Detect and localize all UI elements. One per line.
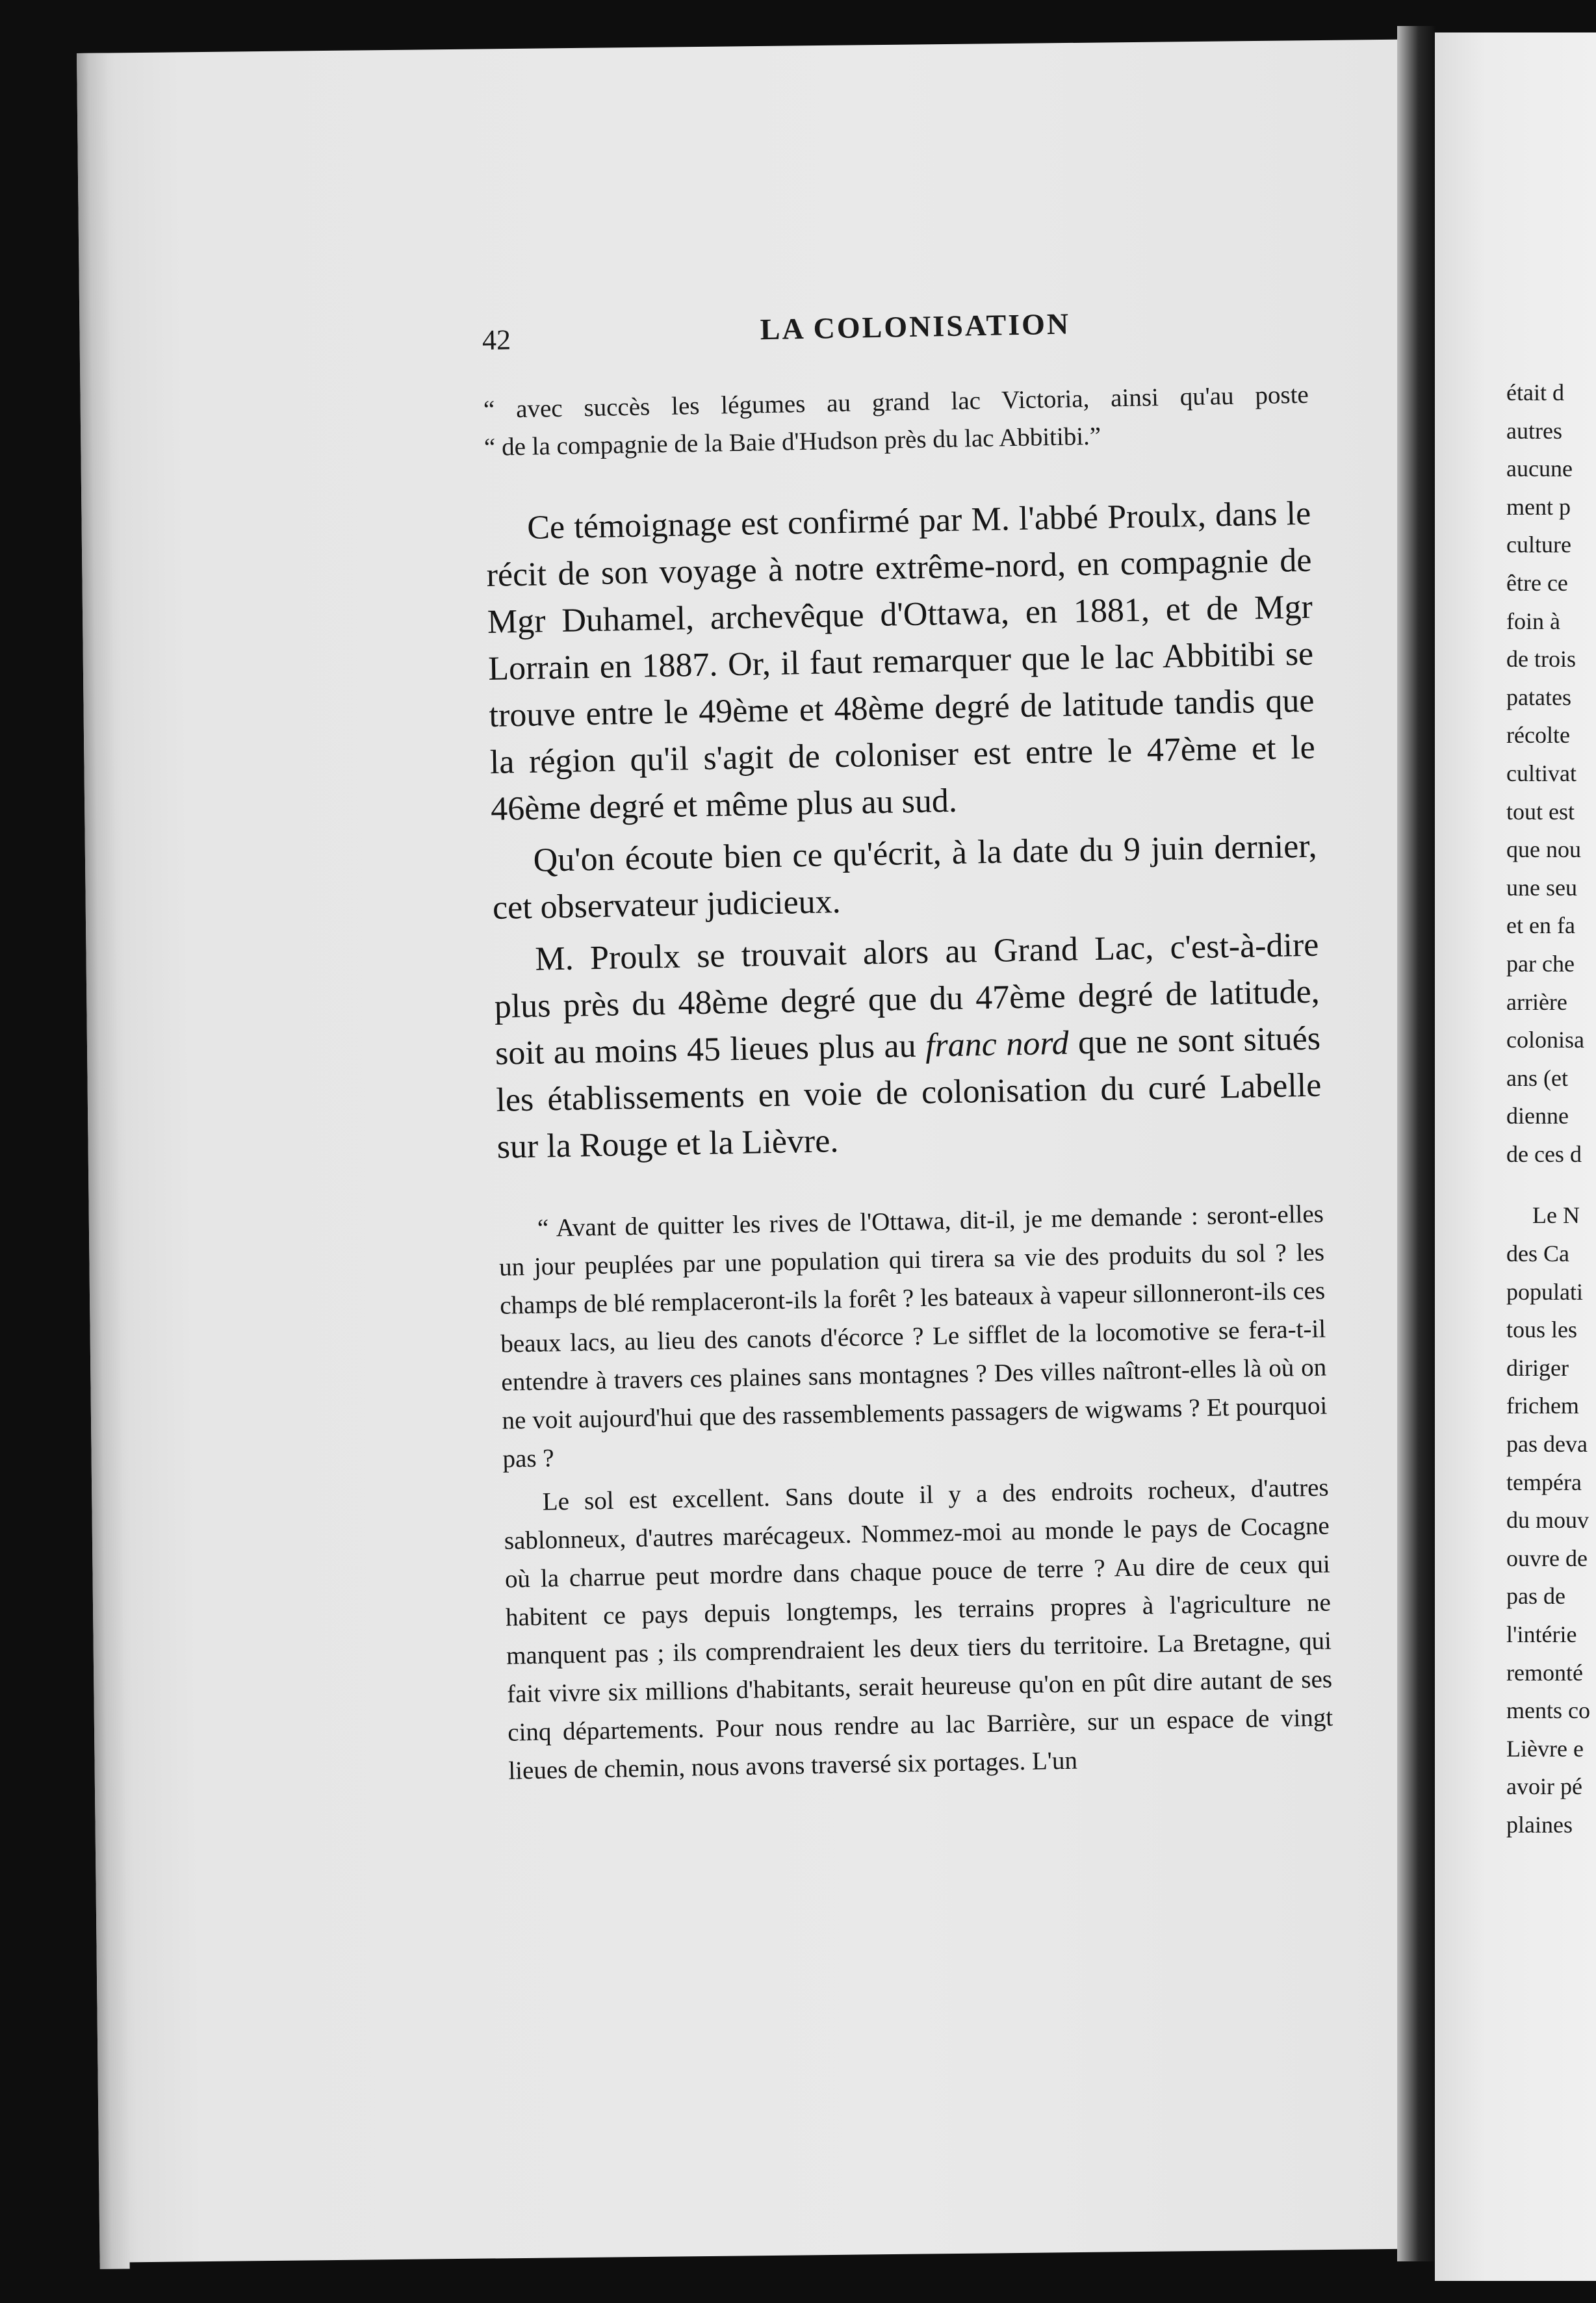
right-page-line: tout est — [1506, 798, 1575, 825]
right-page-line: diriger — [1506, 1354, 1569, 1381]
right-page-line: frichem — [1506, 1393, 1579, 1419]
italic-phrase: franc nord — [925, 1024, 1070, 1064]
quote-line: “ avec succès les légumes au grand lac Victoria, ainsi qu'au poste — [483, 380, 1309, 424]
right-page-line: des Ca — [1506, 1241, 1569, 1267]
quote-continuation — [483, 376, 1309, 467]
right-page-line: colonisa — [1506, 1027, 1584, 1053]
right-page-line: ments co — [1506, 1697, 1590, 1724]
right-page-line: était d — [1506, 380, 1564, 405]
right-page-line: être ce — [1506, 569, 1568, 596]
right-page-text-fragments — [1506, 374, 1596, 1844]
right-page-line: plaines — [1506, 1811, 1573, 1838]
right-page-line: dienne — [1506, 1103, 1569, 1129]
paragraph-gap — [1506, 1173, 1596, 1196]
paragraph: Qu'on écoute bien ce qu'écrit, à la date du 9 juin dernier, cet observateur judicieux. — [492, 827, 1318, 927]
right-page-line: ans (et — [1506, 1064, 1568, 1091]
right-page-line: cultivat — [1506, 760, 1577, 786]
right-page-line: récolte — [1506, 722, 1570, 749]
right-page-line: Le N — [1532, 1202, 1580, 1229]
paragraph-text: que ne sont situés les établissements en voie de colonisation du curé Labelle sur la Rouge et la Lièvre. — [495, 1020, 1322, 1166]
right-page-line: culture — [1506, 532, 1571, 558]
right-page-line: de ces d — [1506, 1140, 1582, 1167]
right-page-line: tous les — [1506, 1317, 1578, 1343]
quotation-paragraph: “ Avant de quitter les rives de l'Ottawa, dit-il, je me demande : seront-elles un jour peuplées par une population qui tirera sa vie des produits du sol ? les champs de blé remplaceront-ils la forêt ? les bateaux à vapeur sillonneront-ils ces beaux lacs, au lieu des canots d'écorce ? Le sifflet de la locomotive se fera-t-il entendre à travers ces plaines sans montagnes ? Des villes naîtront-elles là où on ne voit aujourd'hui que des rassemblements passagers de wigwams ? Et pourquoi pas ? — [498, 1200, 1328, 1473]
right-page-line: une seu — [1506, 874, 1577, 901]
right-page-line: que nou — [1506, 836, 1581, 863]
body-text — [485, 491, 1323, 1176]
right-page-line: tempéra — [1506, 1469, 1582, 1495]
right-page-line: arrière — [1506, 988, 1567, 1015]
right-page-line: l'intérie — [1506, 1621, 1577, 1647]
right-page-line: aucune — [1506, 456, 1573, 482]
right-page-line: et en fa — [1506, 912, 1575, 939]
right-page-line: de trois — [1506, 646, 1576, 673]
paragraph — [493, 922, 1322, 1171]
paragraph: Ce témoignage est confirmé par M. l'abbé Proulx, dans le récit de son voyage à notre extrême-nord, en compagnie de Mgr Duhamel, archevêque d'Ottawa, en 1881, et de Mgr Lorrain en 1887. Or, il faut remarquer que le lac Abbitibi se trouve entre le 49ème et 48ème degré de latitude tandis que la région qu'il s'agit de coloniser est entre le 47ème et le 46ème degré et même plus au sud. — [486, 495, 1316, 828]
right-page-line: pas deva — [1506, 1431, 1588, 1458]
right-page-line: ouvre de — [1506, 1545, 1588, 1571]
quote-line: “ de la compagnie de la Baie d'Hudson près du lac Abbitibi.” — [483, 422, 1101, 462]
right-page-line: Lièvre e — [1506, 1735, 1584, 1762]
right-page-line: pas de — [1506, 1583, 1565, 1610]
page-number: 42 — [482, 324, 511, 357]
right-page-line: du mouv — [1506, 1507, 1590, 1534]
right-page-line: ment p — [1506, 493, 1571, 520]
block-quotation — [498, 1195, 1334, 1795]
quotation-paragraph: Le sol est excellent. Sans doute il y a des endroits rocheux, d'autres sablonneux, d'autres marécageux. Nommez-moi au monde le pays de Cocagne où la charrue peut mordre dans chaque pouce de terre ? Au dire de ceux qui habitent ce pays depuis longtemps, les terrains propres à l'agriculture ne manquent pas ; ils comprendraient les deux tiers du territoire. La Bretagne, qui fait vivre six millions d'habitants, serait heureuse qu'on en pût dire autant de ses cinq départements. Pour nous rendre au lac Barrière, sur un espace de vingt lieues de chemin, nous avons traversé six portages. L'un — [504, 1473, 1333, 1785]
right-page-line: foin à — [1506, 608, 1560, 634]
right-page-line: populati — [1506, 1278, 1583, 1305]
right-page-line: remonté — [1506, 1659, 1583, 1686]
running-head: LA COLONISATION — [760, 307, 1071, 346]
paragraph-text: M. Proulx se trouvait alors au Grand Lac, c'est-à-dire plus près du 48ème degré que du 47ème degré de latitude, soit au moins 45 lieues plus au — [494, 926, 1320, 1072]
right-page-line: avoir pé — [1506, 1773, 1582, 1800]
right-page-line: patates — [1506, 684, 1571, 710]
right-page-line: autres — [1506, 417, 1562, 444]
right-page-line: par che — [1506, 950, 1575, 977]
